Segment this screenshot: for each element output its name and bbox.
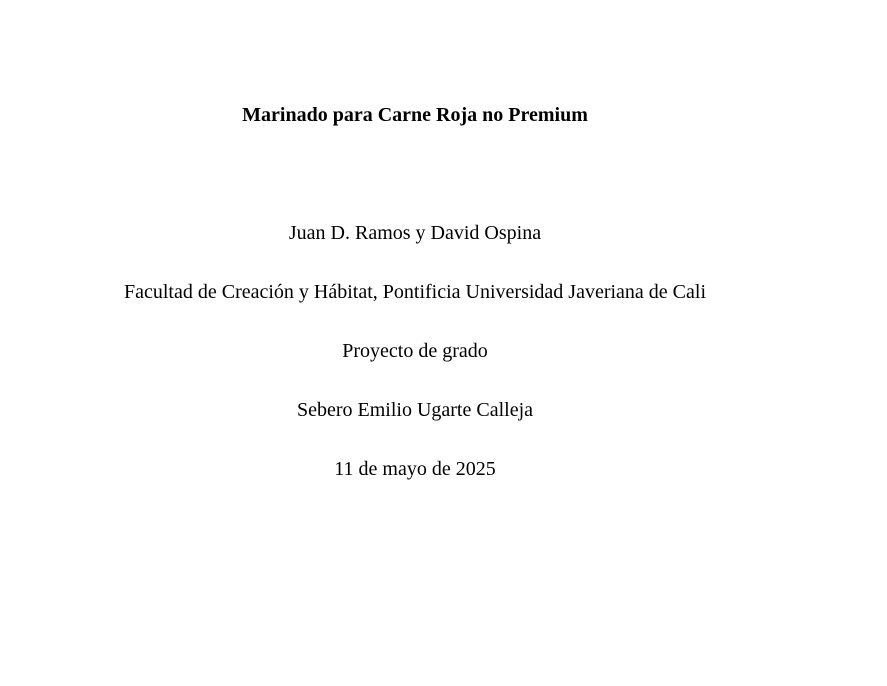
course-line: Proyecto de grado bbox=[342, 340, 488, 362]
document-title: Marinado para Carne Roja no Premium bbox=[242, 104, 588, 126]
instructor-line: Sebero Emilio Ugarte Calleja bbox=[296, 399, 534, 421]
blank-line bbox=[0, 145, 830, 204]
authors-line: Juan D. Ramos y David Ospina bbox=[288, 222, 542, 244]
date-line: 11 de mayo de 2025 bbox=[334, 458, 496, 480]
affiliation-line: Facultad de Creación y Hábitat, Pontificia Universidad Javeriana de Cali bbox=[123, 281, 707, 303]
document-page bbox=[0, 86, 830, 686]
